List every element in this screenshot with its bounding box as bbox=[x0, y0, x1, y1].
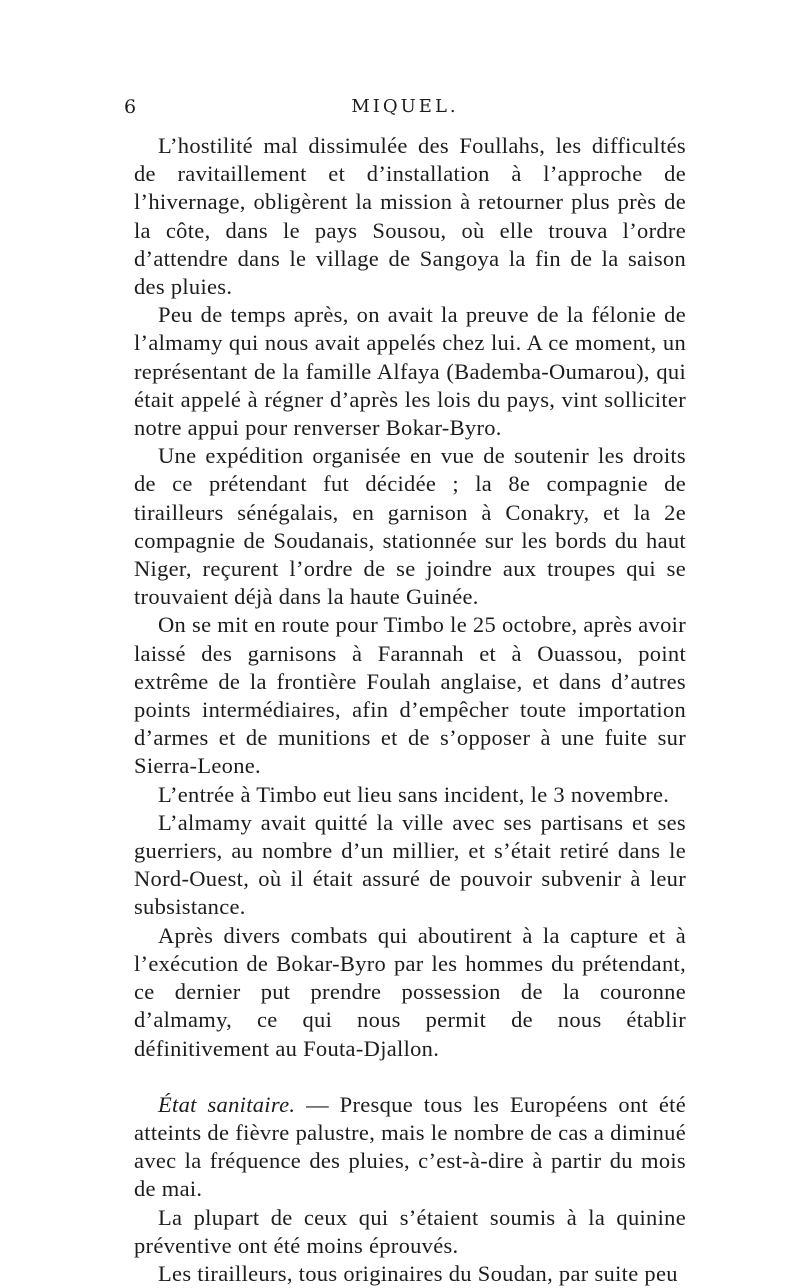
paragraph: L’entrée à Timbo eut lieu sans incident, le 3 novembre. bbox=[158, 781, 670, 807]
section-paragraph bbox=[134, 1091, 686, 1204]
body-text bbox=[134, 132, 686, 1288]
paragraph: Après divers combats qui aboutirent à la capture et à l’exécution de Bokar-Byro par les hommes du prétendant, ce dernier put prendre possession de la couronne d’almamy, ce qui nous permit de nous établir définitivement au Fouta-Djallon. bbox=[134, 922, 686, 1061]
paragraph: Une expédition organisée en vue de soutenir les droits de ce prétendant fut décidée ; la 8e compagnie de tirailleurs sénégalais, en garnison à Conakry, et la 2e compagnie de Soudanais, stationnée sur les bords du haut Niger, reçurent l’ordre de se joindre aux troupes qui se trouvaient déjà dans la haute Guinée. bbox=[134, 443, 686, 610]
paragraph: La plupart de ceux qui s’étaient soumis à la quinine préventive ont été moins éprouvés. bbox=[134, 1204, 686, 1258]
section-spacer bbox=[134, 1063, 686, 1091]
section-lead-text: — Presque tous les Européens ont été atteints de fièvre palustre, mais le nombre de cas a diminué avec la fréquence des pluies, c’est-à-dire à partir du mois de mai. bbox=[134, 1091, 686, 1202]
paragraph: L’almamy avait quitté la ville avec ses partisans et ses guerriers, au nombre d’un millier, et s’était retiré dans le Nord-Ouest, où il était assuré de pouvoir subvenir à leur subsistance. bbox=[134, 809, 686, 920]
paragraph: L’hostilité mal dissimulée des Foullahs, les difficultés de ravitaillement et d’installation à l’approche de l’hivernage, obligèrent la mission à retourner plus près de la côte, dans le pays Sousou, où elle trouva l’ordre d’attendre dans le village de Sangoya la fin de la saison des pluies. bbox=[134, 133, 686, 300]
page-header bbox=[124, 96, 686, 126]
paragraph: Peu de temps après, on avait la preuve de la félonie de l’almamy qui nous avait appelés chez lui. A ce moment, un représentant de la famille Alfaya (Bademba-Oumarou), qui était appelé à régner d’après les lois du pays, vint solliciter notre appui pour renverser Bokar-Byro. bbox=[134, 302, 686, 441]
page-number: 6 bbox=[124, 96, 138, 118]
paragraph: On se mit en route pour Timbo le 25 octobre, après avoir laissé des garnisons à Farannah et à Ouassou, point extrême de la frontière Foulah anglaise, et dans d’autres points intermédiaires, afin d’empêcher toute importation d’armes et de munitions et de s’opposer à une fuite sur Sierra-Leone. bbox=[134, 612, 686, 779]
paragraph: Les tirailleurs, tous originaires du Soudan, par suite peu bbox=[158, 1260, 678, 1286]
running-head: MIQUEL. bbox=[351, 96, 459, 117]
section-heading: État sanitaire. bbox=[158, 1091, 296, 1117]
